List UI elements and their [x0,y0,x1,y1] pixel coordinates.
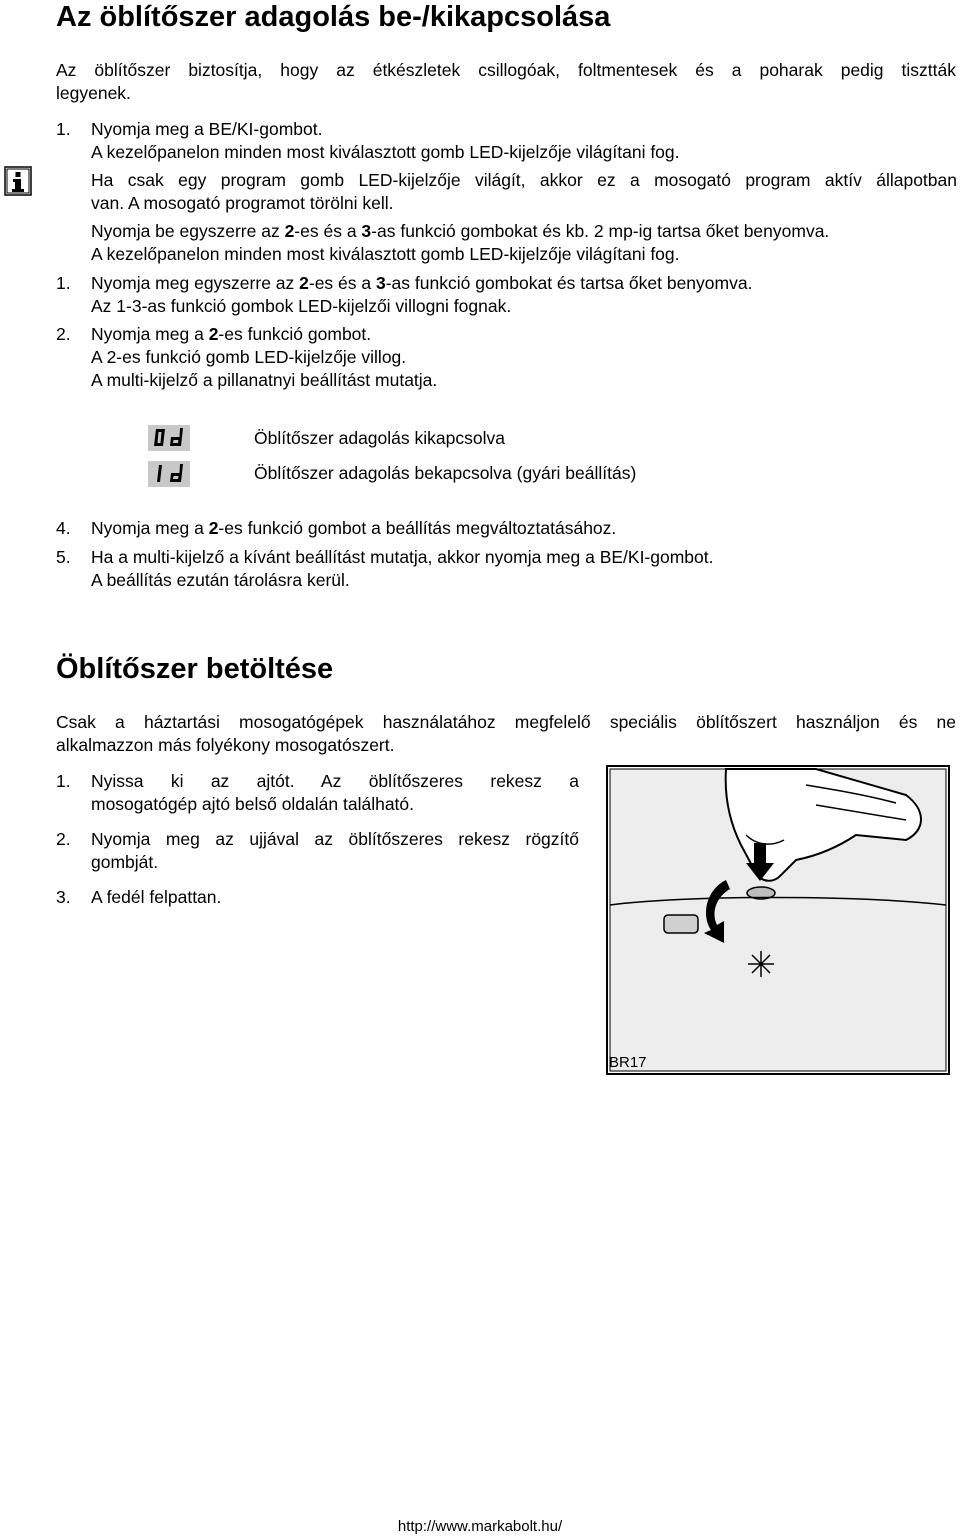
fill-step3-text: A fedél felpattan. [91,887,222,907]
substep5-text: Ha a multi-kijelző a kívánt beállítást mutatja, akkor nyomja meg a BE/KI-gombot. [91,547,714,567]
fill-step1-line2: mosogatógép ajtó belső oldalán található. [91,794,415,814]
step1-text: Nyomja meg a BE/KI-gombot. [91,119,323,139]
section1-title: Az öblítőszer adagolás be-/kikapcsolása [56,1,611,33]
substep2-detail1: A 2-es funkció gomb LED-kijelzője villog. [91,347,407,367]
info-line1: Ha csak egy program gomb LED-kijelzője világít, akkor ez a mosogató program aktív állapotban [91,170,957,190]
substep4-number: 4. [56,518,71,538]
substep1-number: 1. [56,273,71,293]
figure-label: BR17 [609,1054,647,1071]
fill-step2-line1: Nyomja meg az ujjával az öblítőszeres rekesz rögzítő [91,829,579,849]
section1-intro-line2: legyenek. [56,83,131,103]
substep2-number: 2. [56,324,71,344]
fill-step2-line2: gombját. [91,852,159,872]
press-detail: A kezelőpanelon minden most kiválasztott gomb LED-kijelzője világítani fog. [91,244,680,264]
display-on-text: Öblítőszer adagolás bekapcsolva (gyári beállítás) [254,463,637,483]
step1-detail: A kezelőpanelon minden most kiválasztott gomb LED-kijelzője világítani fog. [91,142,680,162]
substep5-number: 5. [56,547,71,567]
fill-step3-number: 3. [56,887,71,907]
dispenser-illustration [606,765,950,1075]
substep5-detail: A beállítás ezután tárolásra kerül. [91,570,350,590]
substep2-text: Nyomja meg a 2-es funkció gombot. [91,324,372,344]
substep1-text: Nyomja meg egyszerre az 2-es és a 3-as funkció gombokat és tartsa őket benyomva. [91,273,753,293]
section2-intro-line2: alkalmazzon más folyékony mosogatószert. [56,735,395,755]
section2-title: Öblítőszer betöltése [56,653,334,685]
fill-step1-line1: Nyissa ki az ajtót. Az öblítőszeres rekesz a [91,771,579,791]
display-code-off [148,425,190,451]
section2-intro-line1: Csak a háztartási mosogatógépek használatához megfelelő speciális öblítőszert használjon és ne [56,712,956,732]
footer-url[interactable]: http://www.markabolt.hu/ [397,1518,563,1535]
display-off-text: Öblítőszer adagolás kikapcsolva [254,428,505,448]
fill-step2-number: 2. [56,829,71,849]
display-code-on [148,461,190,487]
fill-step1-number: 1. [56,771,71,791]
step1-number: 1. [56,119,71,139]
section1-intro-line1: Az öblítőszer biztosítja, hogy az étkészletek csillogóak, foltmentesek és a poharak pedig tisztták [56,60,956,80]
info-line2: van. A mosogató programot törölni kell. [91,193,394,213]
info-icon [4,166,32,196]
substep4-text: Nyomja meg a 2-es funkció gombot a beállítás megváltoztatásához. [91,518,617,538]
substep1-detail: Az 1-3-as funkció gombok LED-kijelzői villogni fognak. [91,296,512,316]
substep2-detail2: A multi-kijelző a pillanatnyi beállítást mutatja. [91,370,438,390]
press-instruction: Nyomja be egyszerre az 2-es és a 3-as funkció gombokat és kb. 2 mp-ig tartsa őket benyomva. [91,221,830,241]
